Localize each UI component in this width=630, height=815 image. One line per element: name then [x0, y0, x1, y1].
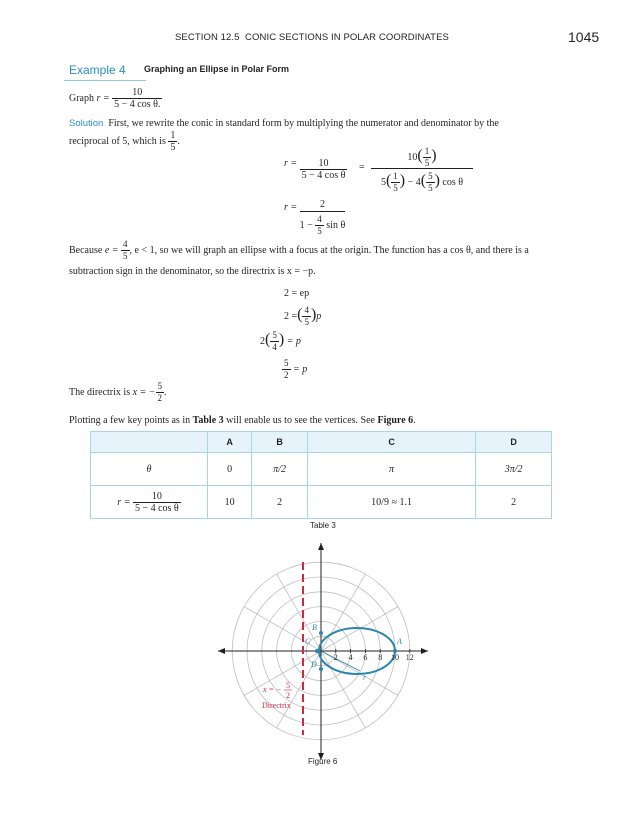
because-line-2: subtraction sign in the denominator, so the directrix is x = −p.	[69, 266, 316, 277]
solve-step-1: 2 = ep	[284, 288, 310, 299]
grid-ray	[244, 651, 321, 695]
because-e: e =	[104, 244, 119, 256]
x-tick-label: 4	[348, 652, 353, 662]
plot-prefix: Plotting a few key points as in	[69, 415, 191, 426]
vertex-c	[315, 649, 319, 653]
point-label-b: B	[312, 623, 317, 632]
eq1-rhs-denominator: 5( $\frac{1}{5}$ ) − 4( $\frac{5}{5}$ ) cos θ	[371, 168, 473, 193]
grid-ray	[321, 574, 365, 651]
eq2-den-den: 5	[317, 226, 322, 236]
header-cell-d: D	[476, 432, 552, 453]
cell-theta-d: 3π/2	[476, 453, 552, 486]
x-axis-arrow-right	[421, 648, 428, 654]
table-reference[interactable]: Table 3	[192, 415, 224, 426]
row-label-theta: θ	[91, 453, 208, 486]
step2-p: p	[316, 310, 322, 322]
example-title: Graphing an Ellipse in Polar Form	[144, 64, 290, 74]
step2-den: 5	[304, 317, 309, 327]
vertex-d	[319, 667, 323, 671]
solution-line-1: First, we rewrite the conic in standard form by multiplying the numerator and denominator by the	[108, 118, 499, 129]
because-den: 5	[123, 251, 128, 261]
eq1-rhs-ten: 10	[407, 152, 418, 163]
table-caption: Table 3	[310, 521, 336, 530]
cell-theta-c: π	[307, 453, 475, 486]
point-label-d: D	[311, 660, 317, 669]
eq2-den-num: 4	[317, 214, 322, 224]
eq1-one-a: 1	[424, 146, 430, 157]
directrix-x-eq: x = −	[263, 685, 282, 694]
x-tick-label: 8	[378, 652, 383, 662]
eq1-equals: =	[359, 162, 365, 173]
grid-ray	[277, 574, 321, 651]
problem-r: r =	[96, 92, 110, 104]
eq1-five-d: 5	[428, 183, 433, 194]
because-prefix: Because	[69, 244, 103, 256]
cell-theta-a: 0	[208, 453, 252, 486]
step4-den: 2	[284, 370, 289, 380]
problem-prefix: Graph	[69, 92, 94, 104]
plot-middle: will enable us to see the vertices. See	[226, 415, 375, 426]
solve-step-2: 2 =( $\frac{4}{5}$ )p	[284, 305, 322, 327]
solution-line-2: reciprocal of 5, which is	[69, 135, 166, 147]
step2-lhs: 2 =	[284, 310, 298, 322]
eq2-den-b: sin θ	[326, 219, 346, 231]
eq1-rhs-numerator: 10( $\frac{1}{5}$ )	[407, 146, 437, 169]
x-tick-label: 10	[391, 652, 399, 662]
point-label-a: A	[397, 637, 402, 646]
cell-r-d: 2	[476, 486, 552, 519]
r-label: r	[363, 673, 367, 682]
header-cell-c: C	[307, 432, 475, 453]
problem-denominator: 5 − 4 cos θ.	[114, 99, 161, 110]
vertex-b	[319, 631, 323, 635]
eq2-num: 2	[300, 198, 346, 212]
directrix-prefix: The directrix is	[69, 386, 131, 398]
eq2-lhs: r =	[284, 202, 298, 213]
page-number: 1045	[568, 29, 600, 45]
x-tick-label: 6	[363, 652, 368, 662]
eq1-rhs-five: 5	[380, 177, 386, 188]
eq1-cos: cos θ	[442, 177, 464, 188]
step3-den: 4	[272, 342, 277, 352]
eq1-lhs: r =	[284, 157, 298, 169]
header-cell-a: A	[208, 432, 252, 453]
x-tick-label: 12	[405, 652, 414, 662]
eq1-five-c: 5	[428, 171, 433, 182]
row-r-num: 10	[133, 491, 181, 503]
cell-r-a: 10	[208, 486, 252, 519]
section-number: SECTION 12.5	[175, 32, 240, 43]
because-num: 4	[123, 239, 128, 249]
because-text: , e < 1, so we will graph an ellipse with a focus at the origin. The function has a cos θ, and there is a	[129, 244, 529, 256]
eq1-one-b: 1	[393, 171, 398, 182]
solution-label: Solution	[69, 118, 104, 129]
eq1-num: 10	[300, 158, 348, 170]
step3-p: = p	[286, 335, 301, 347]
reciprocal-num: 1	[170, 130, 176, 141]
x-axis-arrow-left	[218, 648, 225, 654]
point-label-c: C	[305, 637, 311, 646]
header-cell-b: B	[252, 432, 308, 453]
step4-num: 5	[284, 358, 289, 368]
solution-period: .	[177, 135, 180, 147]
directrix-den: 2	[157, 393, 163, 403]
eq1-five-a: 5	[424, 158, 430, 169]
eq1-five-b: 5	[393, 183, 398, 194]
solve-step-3: 2( $\frac{5}{4}$ ) = p	[260, 330, 301, 352]
step2-num: 4	[304, 305, 309, 315]
directrix-fig-den: 2	[286, 691, 290, 700]
step3-two: 2	[260, 335, 265, 347]
row-r-den: 5 − 4 cos θ	[134, 502, 179, 514]
cell-r-b: 2	[252, 486, 308, 519]
row-r-eq: r =	[117, 496, 131, 508]
directrix-x: x = −	[132, 386, 156, 398]
directrix-period: .	[164, 386, 167, 398]
eq1-minus-four: − 4	[407, 177, 421, 188]
step4-p: = p	[293, 363, 308, 375]
example-label: Example 4	[69, 63, 126, 77]
cell-r-c: 10/9 ≈ 1.1	[307, 486, 475, 519]
vertex-a	[393, 649, 397, 653]
figure-reference[interactable]: Figure 6	[377, 415, 414, 426]
step3-num: 5	[272, 330, 277, 340]
x-tick-label: 2	[333, 652, 338, 662]
figure-caption: Figure 6	[308, 757, 338, 766]
y-axis-arrow-up	[318, 543, 324, 550]
directrix-num: 5	[157, 381, 163, 391]
directrix-fig-num: 5	[286, 681, 290, 690]
cell-theta-b: π/2	[252, 453, 308, 486]
directrix-label: Directrix	[262, 701, 291, 710]
directrix-annotation	[262, 681, 292, 710]
eq2-den-a: 1 −	[299, 219, 313, 231]
eq1-den: 5 − 4 cos θ	[301, 170, 346, 181]
plot-suffix: .	[413, 415, 416, 426]
problem-numerator: 10	[112, 87, 162, 99]
reciprocal-den: 5	[170, 142, 176, 153]
section-title: CONIC SECTIONS IN POLAR COORDINATES	[245, 32, 449, 43]
